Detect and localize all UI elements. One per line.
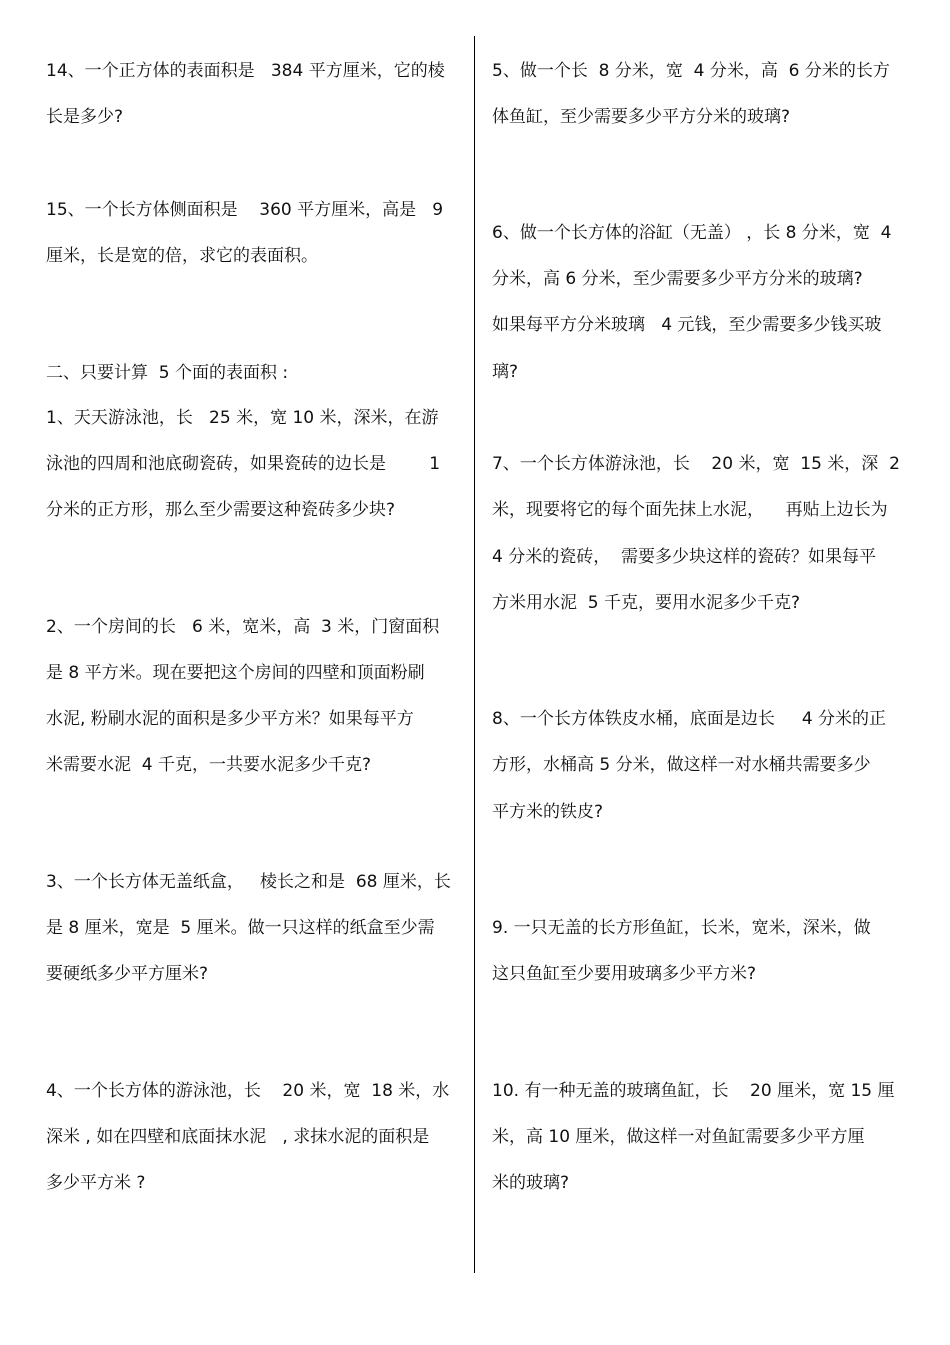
problem-3-line-1: 3、一个长方体无盖纸盒， 棱长之和是 68 厘米，长 — [46, 872, 451, 892]
problem-10-line-2: 米，高 10 厘米，做这样一对鱼缸需要多少平方厘 — [492, 1127, 865, 1147]
problem-2-line-4: 米需要水泥 4 千克，一共要水泥多少千克? — [46, 755, 372, 775]
problem-1-line-2: 泳池的四周和池底砌瓷砖，如果瓷砖的边长是 1 — [46, 454, 441, 474]
problem-1-line-1: 1、天天游泳池，长 25 米，宽 10 米，深米，在游 — [46, 408, 439, 428]
problem-6-line-1: 6、做一个长方体的浴缸（无盖） ，长 8 分米，宽 4 — [492, 223, 892, 243]
problem-2-line-3: 水泥, 粉刷水泥的面积是多少平方米？如果每平方 — [46, 709, 414, 729]
problem-4-line-3: 多少平方米 ? — [46, 1173, 146, 1193]
problem-1-line-3: 分米的正方形，那么至少需要这种瓷砖多少块? — [46, 500, 396, 520]
problem-3-line-2: 是 8 厘米，宽是 5 厘米。做一只这样的纸盒至少需 — [46, 918, 435, 938]
problem-7-line-3: 4 分米的瓷砖， 需要多少块这样的瓷砖？如果每平 — [492, 547, 877, 567]
problem-6-line-2: 分米，高 6 分米，至少需要多少平方分米的玻璃? — [492, 269, 863, 289]
problem-4-line-1: 4、一个长方体的游泳池，长 20 米，宽 18 米，水 — [46, 1081, 450, 1101]
problem-6-line-3: 如果每平方分米玻璃 4 元钱，至少需要多少钱买玻 — [492, 315, 882, 335]
problem-2-line-2: 是 8 平方米。现在要把这个房间的四壁和顶面粉刷 — [46, 663, 425, 683]
problem-10-line-3: 米的玻璃? — [492, 1173, 570, 1193]
question-14-line-1: 14、一个正方体的表面积是 384 平方厘米，它的棱 — [46, 61, 445, 81]
problem-8-line-1: 8、一个长方体铁皮水桶，底面是边长 4 分米的正 — [492, 709, 887, 729]
question-14-line-2: 长是多少? — [46, 107, 124, 127]
problem-3-line-3: 要硬纸多少平方厘米? — [46, 964, 209, 984]
problem-7-line-1: 7、一个长方体游泳池，长 20 米，宽 15 米，深 2 — [492, 454, 900, 474]
question-15-line-1: 15、一个长方体侧面积是 360 平方厘米，高是 9 — [46, 200, 444, 220]
section-2-heading: 二、只要计算 5 个面的表面积 : — [46, 363, 289, 383]
column-divider — [474, 36, 475, 1273]
problem-8-line-2: 方形，水桶高 5 分米，做这样一对水桶共需要多少 — [492, 755, 871, 775]
problem-9-line-2: 这只鱼缸至少要用玻璃多少平方米? — [492, 964, 757, 984]
problem-8-line-3: 平方米的铁皮? — [492, 802, 604, 822]
question-15-line-2: 厘米，长是宽的倍，求它的表面积。 — [46, 246, 318, 266]
problem-2-line-1: 2、一个房间的长 6 米，宽米，高 3 米，门窗面积 — [46, 617, 440, 637]
problem-10-line-1: 10. 有一种无盖的玻璃鱼缸，长 20 厘米，宽 15 厘 — [492, 1081, 895, 1101]
problem-7-line-2: 米，现要将它的每个面先抹上水泥， 再贴上边长为 — [492, 500, 888, 520]
problem-7-line-4: 方米用水泥 5 千克，要用水泥多少千克? — [492, 593, 801, 613]
problem-5-line-2: 体鱼缸，至少需要多少平方分米的玻璃? — [492, 107, 791, 127]
problem-4-line-2: 深米 , 如在四壁和底面抹水泥 , 求抹水泥的面积是 — [46, 1127, 430, 1147]
problem-9-line-1: 9. 一只无盖的长方形鱼缸，长米，宽米，深米，做 — [492, 918, 871, 938]
problem-5-line-1: 5、做一个长 8 分米，宽 4 分米，高 6 分米的长方 — [492, 61, 890, 81]
problem-6-line-4: 璃? — [492, 362, 519, 382]
